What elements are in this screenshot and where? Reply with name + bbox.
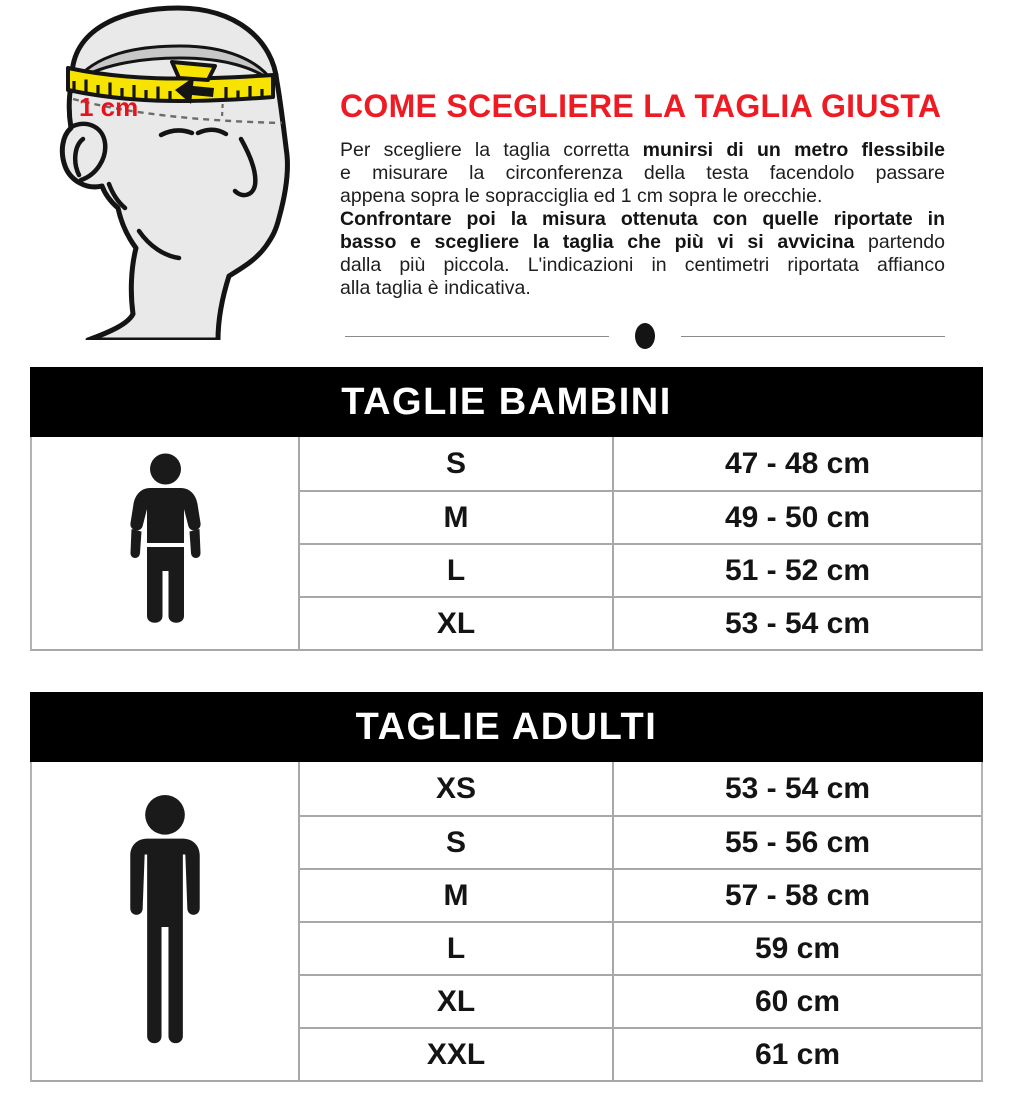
one-cm-label: 1 cm: [79, 92, 139, 122]
paragraph-line: Confrontare poi la misura ottenuta con quelle riportate in: [340, 208, 945, 230]
paragraph-line: e misurare la circonferenza della testa facendolo passare: [340, 162, 945, 184]
range-cell: 57 - 58 cm: [614, 868, 981, 921]
page-title: COME SCEGLIERE LA TAGLIA GIUSTA: [340, 88, 942, 124]
paragraph-line: dalla più piccola. L'indicazioni in centimetri riportata affianco: [340, 254, 945, 276]
instructions-block: [340, 88, 945, 300]
size-cell: M: [298, 490, 614, 543]
table-header-adulti: TAGLIE ADULTI: [30, 692, 983, 762]
range-cell: 55 - 56 cm: [614, 815, 981, 868]
divider-line: [681, 336, 945, 337]
paragraph-line: appena sopra le sopracciglia ed 1 cm sopra le orecchie.: [340, 185, 823, 207]
size-cell: XL: [298, 596, 614, 649]
range-cell: 49 - 50 cm: [614, 490, 981, 543]
child-icon: [32, 437, 298, 649]
paragraph-line: Per scegliere la taglia corretta munirsi di un metro flessibile: [340, 139, 945, 161]
range-cell: 47 - 48 cm: [724, 446, 871, 480]
range-cell: 59 cm: [614, 921, 981, 974]
range-cell: 53 - 54 cm: [614, 596, 981, 649]
divider-dot-icon: [635, 323, 655, 349]
size-cell: XXL: [298, 1027, 614, 1080]
table-header-bambini: TAGLIE BAMBINI: [30, 367, 983, 437]
how-to-measure-section: [0, 0, 1024, 367]
size-cell: S: [298, 437, 614, 490]
size-cell: M: [298, 868, 614, 921]
range-cell: 60 cm: [614, 974, 981, 1027]
size-cell: S: [298, 815, 614, 868]
table-taglie-bambini: [30, 367, 983, 651]
instructions-paragraph: [340, 139, 945, 300]
table-body-bambini: [30, 437, 983, 651]
size-cell: L: [298, 543, 614, 596]
size-cell: XS: [298, 762, 614, 815]
size-cell: XL: [298, 974, 614, 1027]
table-body-adulti: [30, 762, 983, 1082]
adult-icon: [32, 762, 298, 1080]
size-cell: L: [298, 921, 614, 974]
section-divider: [345, 323, 945, 349]
divider-line: [345, 336, 609, 337]
range-cell: 61 cm: [614, 1027, 981, 1080]
table-taglie-adulti: [30, 692, 983, 1082]
range-cell: 51 - 52 cm: [614, 543, 981, 596]
range-cell: 53 - 54 cm: [724, 771, 871, 805]
head-measurement-illustration: [30, 0, 330, 340]
head-with-tape-icon: [30, 0, 330, 340]
tape-fold: [172, 62, 215, 80]
paragraph-line: alla taglia è indicativa.: [340, 277, 531, 299]
paragraph-line: basso e scegliere la taglia che più vi si avvicina partendo: [340, 231, 945, 253]
